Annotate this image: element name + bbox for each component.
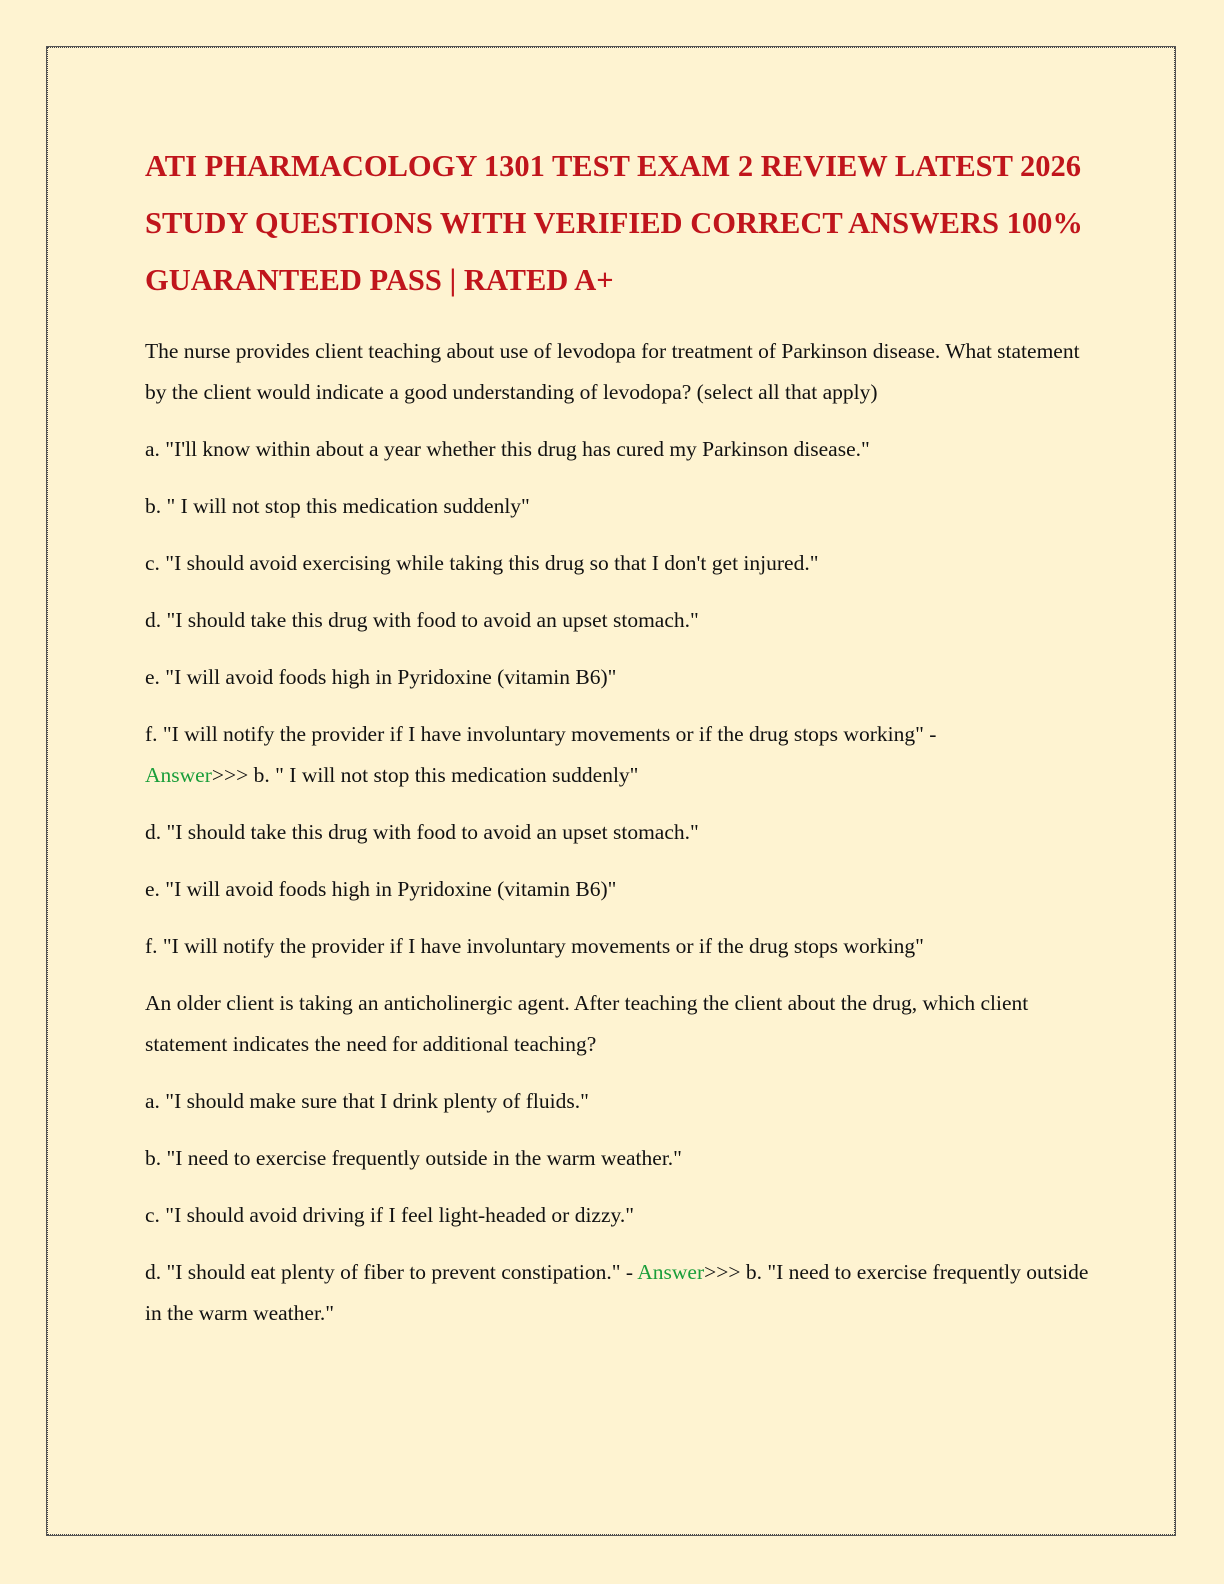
document-title: ATI PHARMACOLOGY 1301 TEST EXAM 2 REVIEW LATEST 2026 STUDY QUESTIONS WITH VERIFIED CORRECT ANSWERS 100% GUARANTEED PASS | RATED A+ (145, 149, 1083, 297)
q2-stem: An older client is taking an anticholinergic agent. After teaching the client about the drug, which client statement indicates the need for additional teaching? (145, 991, 1029, 1056)
document-body (145, 138, 1095, 1350)
q2-answer-label: Answer (637, 1260, 705, 1284)
q1-option-c: c. "I should avoid exercising while taking this drug so that I don't get injured." (145, 551, 819, 575)
q2-answer-marker: >>> (704, 1260, 741, 1284)
q1-option-f-with-answer (145, 714, 1095, 796)
q1-answer-e: e. "I will avoid foods high in Pyridoxine (vitamin B6)" (145, 877, 617, 901)
q1-option-e: e. "I will avoid foods high in Pyridoxine (vitamin B6)" (145, 665, 617, 689)
q2-answer-text: b. "I need to exercise frequently outside in the warm weather." (145, 1260, 1089, 1325)
q1-answer-marker: >>> (211, 763, 249, 787)
q2-option-b: b. "I need to exercise frequently outside in the warm weather." (145, 1146, 682, 1170)
q2-option-d: d. "I should eat plenty of fiber to prevent constipation." - (145, 1260, 638, 1284)
q1-answer-f: f. "I will notify the provider if I have involuntary movements or if the drug stops working" (145, 934, 924, 958)
q1-option-d: d. "I should take this drug with food to avoid an upset stomach." (145, 608, 699, 632)
q1-answer-first: b. " I will not stop this medication suddenly" (248, 763, 639, 787)
q1-option-a: a. "I'll know within about a year whether this drug has cured my Parkinson disease." (145, 437, 870, 461)
q1-answer-label: Answer (145, 763, 212, 787)
q1-option-b: b. " I will not stop this medication suddenly" (145, 494, 530, 518)
q1-option-f: f. "I will notify the provider if I have involuntary movements or if the drug stops working" - (145, 722, 937, 746)
q1-stem: The nurse provides client teaching about use of levodopa for treatment of Parkinson disease. What statement by the client would indicate a good understanding of levodopa? (select all that apply) (145, 339, 1080, 404)
q2-option-d-with-answer (145, 1252, 1095, 1334)
q2-option-a: a. "I should make sure that I drink plenty of fluids." (145, 1089, 589, 1113)
q2-option-c: c. "I should avoid driving if I feel light-headed or dizzy." (145, 1203, 635, 1227)
q1-answer-d: d. "I should take this drug with food to avoid an upset stomach." (145, 820, 699, 844)
